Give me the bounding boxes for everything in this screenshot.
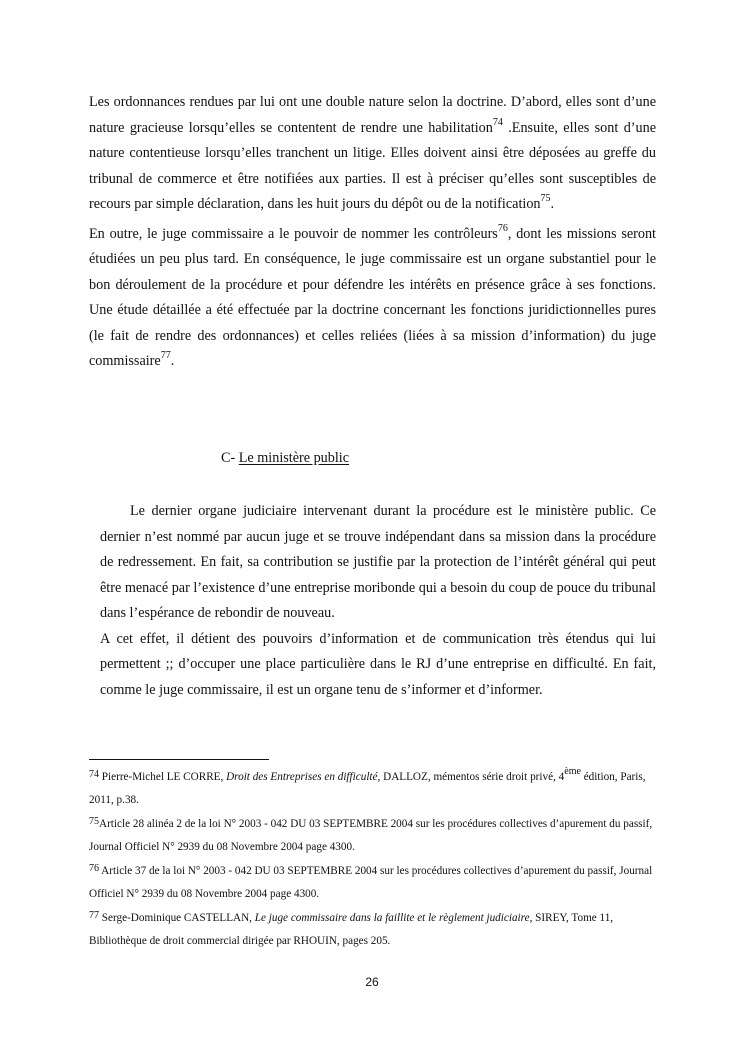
footnote-number: 76 bbox=[89, 863, 99, 874]
book-title: Le juge commissaire dans la faillite et le règlement judiciaire bbox=[254, 912, 530, 924]
footnote-76 bbox=[89, 860, 656, 905]
footnote-ref-75[interactable]: 75 bbox=[540, 193, 551, 205]
text: Les ordonnances rendues par lui ont une double nature selon la doctrine. D’abord, elles sont d’une nature gracieuse lorsqu’elles se contentent de rendre une habilitation bbox=[89, 94, 656, 136]
text: Article 28 alinéa 2 de la loi N° 2003 - 042 DU 03 SEPTEMBRE 2004 sur les procédures collectives d’apurement du passif, Journal Officiel N° 2939 du 08 Novembre 2004 page 4300. bbox=[89, 818, 653, 853]
paragraph-controleurs bbox=[89, 222, 656, 375]
footnote-ref-76[interactable]: 76 bbox=[497, 222, 508, 234]
paragraph-pouvoirs: A cet effet, il détient des pouvoirs d’information et de communication très étendus qui lui permettent ;; d’occuper une place particulière dans le RJ d’une entreprise en difficulté. En fait, comme le juge commissaire, il est un organe tenu de s’informer et d’informer. bbox=[100, 630, 656, 698]
text: . bbox=[550, 196, 555, 212]
footnote-number: 75 bbox=[89, 816, 99, 827]
heading-title: Le ministère public bbox=[238, 450, 350, 466]
footnote-77 bbox=[89, 907, 656, 952]
text: Serge-Dominique CASTELLAN, bbox=[99, 912, 255, 924]
ordinal-suffix: ème bbox=[564, 766, 581, 778]
footnote-74 bbox=[89, 766, 656, 811]
text: édition, Paris, 2011, p.38. bbox=[89, 771, 646, 806]
heading-prefix: C- bbox=[221, 450, 239, 466]
footnote-ref-77[interactable]: 77 bbox=[160, 350, 171, 362]
paragraph-ministere-public: Le dernier organe judiciaire intervenant durant la procédure est le ministère public. Ce dernier n’est nommé par aucun juge et se trouve indépendant dans sa mission dans la procédure de redressement. En fait, sa contribution se justifie par la protection de l’intérêt général qui peut être menacé par l’existence d’une entreprise moribonde qui a besoin du coup de pouce du tribunal dans l’espérance de rebondir de nouveau. bbox=[100, 503, 656, 621]
footnotes bbox=[89, 766, 656, 954]
text: , SIREY, Tome 11, Bibliothèque de droit commercial dirigée par RHOUIN, pages 205. bbox=[89, 912, 614, 947]
text: .Ensuite, elles sont d’une nature contentieuse lorsqu’elles tranchent un litige. Elles doivent ainsi être déposées au greffe du tribunal de commerce et être notifiées aux parties. Il est à préciser qu’elles sont susceptibles de recours par simple déclaration, dans les huit jours du dépôt ou de la notification bbox=[89, 119, 656, 212]
paragraph-ordonnances bbox=[89, 90, 656, 218]
text: , dont les missions seront étudiées un peu plus tard. En conséquence, le juge commissaire est un organe substantiel pour le bon déroulement de la procédure et pour défendre les intérêts en présence grâce à ses fonctions. Une étude détaillée a été effectuée par la doctrine concernant les fonctions juridictionnelles pures (le fait de rendre des ordonnances) et celles reliées (liées à sa mission d’information) du juge commissaire bbox=[89, 225, 656, 369]
text: . bbox=[170, 353, 175, 369]
footnote-ref-74[interactable]: 74 bbox=[492, 116, 503, 128]
section-heading bbox=[221, 450, 349, 467]
footnote-75 bbox=[89, 813, 656, 858]
footnote-number: 74 bbox=[89, 769, 99, 780]
ministere-public-section bbox=[100, 499, 656, 703]
footnote-separator bbox=[89, 759, 269, 760]
judge-commissioner-section bbox=[89, 90, 656, 375]
page-number: 26 bbox=[365, 975, 379, 989]
text: , DALLOZ, mémentos série droit privé, 4 bbox=[377, 771, 565, 783]
book-title: Droit des Entreprises en difficulté bbox=[226, 771, 378, 783]
text: En outre, le juge commissaire a le pouvoir de nommer les contrôleurs bbox=[89, 225, 498, 242]
text: Article 37 de la loi N° 2003 - 042 DU 03 SEPTEMBRE 2004 sur les procédures collectives d’apurement du passif, Journal Officiel N° 2939 du 08 Novembre 2004 page 4300. bbox=[89, 865, 653, 900]
footnote-number: 77 bbox=[89, 910, 99, 921]
text: Pierre-Michel LE CORRE, bbox=[99, 771, 227, 783]
